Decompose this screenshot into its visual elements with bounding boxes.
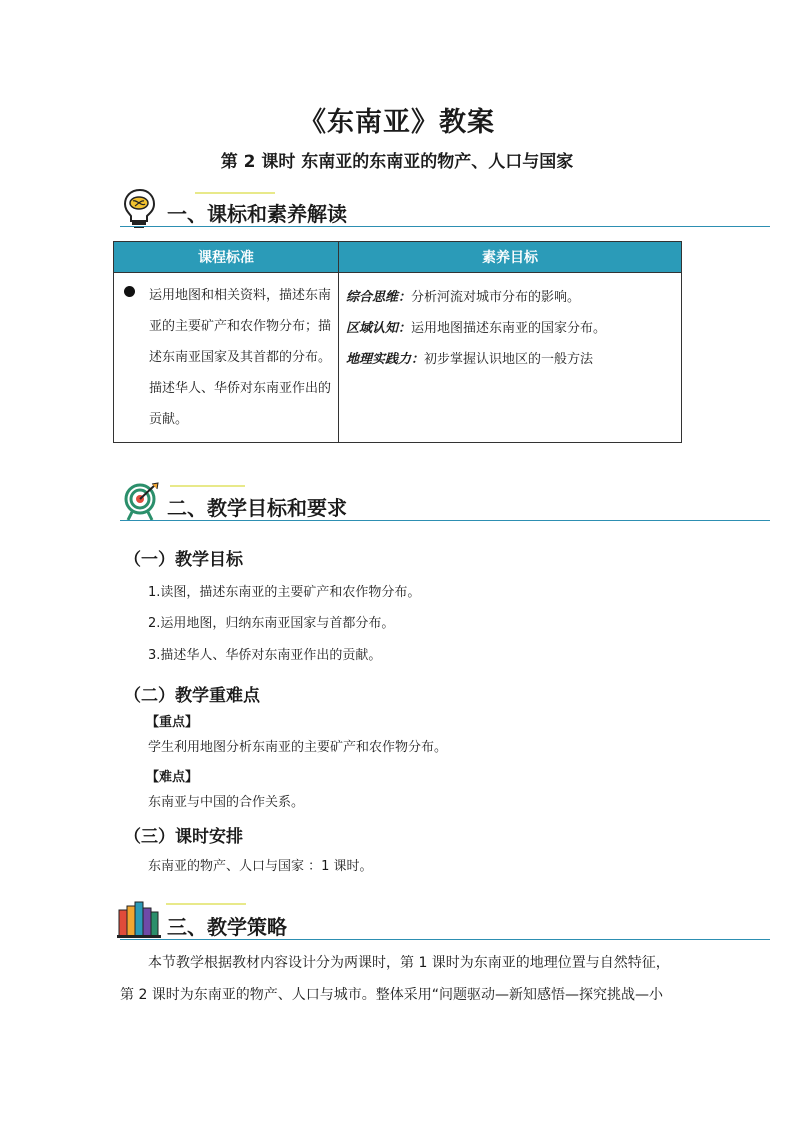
section2-rule [120, 520, 770, 521]
section1-heading: 一、课标和素养解读 [167, 202, 347, 226]
table-header-standard: 课程标准 [114, 242, 339, 273]
goal-item: 地理实践力：初步掌握认识地区的一般方法 [346, 352, 594, 367]
subsection-schedule: （三）课时安排 [124, 827, 243, 847]
document-subtitle: 第 2 课时 东南亚的东南亚的物产、人口与国家 [220, 152, 574, 172]
bullet-icon [124, 286, 135, 297]
subsection-teaching-goals: （一）教学目标 [124, 550, 243, 570]
goals-cell [340, 274, 680, 383]
section2-heading: 二、教学目标和要求 [167, 496, 347, 520]
standards-table [113, 241, 682, 443]
section3-rule [120, 939, 770, 940]
subsection-key-points: （二）教学重难点 [124, 686, 260, 706]
section3-top-rule [166, 903, 246, 905]
schedule-text: 东南亚的物产、人口与国家 ：1 课时。 [148, 859, 373, 874]
goal-list-item: 1.读图，描述东南亚的主要矿产和农作物分布。 [148, 585, 421, 600]
goal-list-item: 3.描述华人、华侨对东南亚作出的贡献。 [148, 648, 382, 663]
strategy-paragraph-line1: 本节教学根据教材内容设计分为两课时，第 1 课时为东南亚的地理位置与自然特征， [148, 955, 670, 971]
goal-item: 综合思维：分析河流对城市分布的影响。 [346, 290, 581, 305]
key-label: 【重点】 [146, 715, 199, 730]
target-icon [122, 481, 160, 521]
standard-cell [115, 274, 337, 441]
table-header-goals: 素养目标 [339, 242, 682, 273]
difficult-label: 【难点】 [146, 770, 199, 785]
section1-rule [120, 226, 770, 227]
strategy-paragraph-line2: 第 2 课时为东南亚的物产、人口与城市。整体采用“问题驱动—新知感悟—探究挑战—小 [120, 987, 664, 1003]
difficult-text: 东南亚与中国的合作关系。 [148, 795, 305, 810]
books-icon [117, 898, 161, 938]
key-text: 学生利用地图分析东南亚的主要矿产和农作物分布。 [148, 740, 448, 755]
section2-top-rule [170, 485, 245, 487]
section3-heading: 三、教学策略 [167, 915, 287, 939]
goal-list-item: 2.运用地图，归纳东南亚国家与首都分布。 [148, 616, 395, 631]
goal-item: 区域认知：运用地图描述东南亚的国家分布。 [346, 321, 607, 336]
section1-top-rule [195, 192, 275, 194]
standard-text: 运用地图和相关资料，描述东南亚的主要矿产和农作物分布；描述东南亚国家及其首都的分布。描述华人、华侨对东南亚作出的贡献。 [149, 288, 332, 427]
document-title: 《东南亚》教案 [299, 107, 495, 138]
lightbulb-brain-icon [120, 187, 160, 229]
